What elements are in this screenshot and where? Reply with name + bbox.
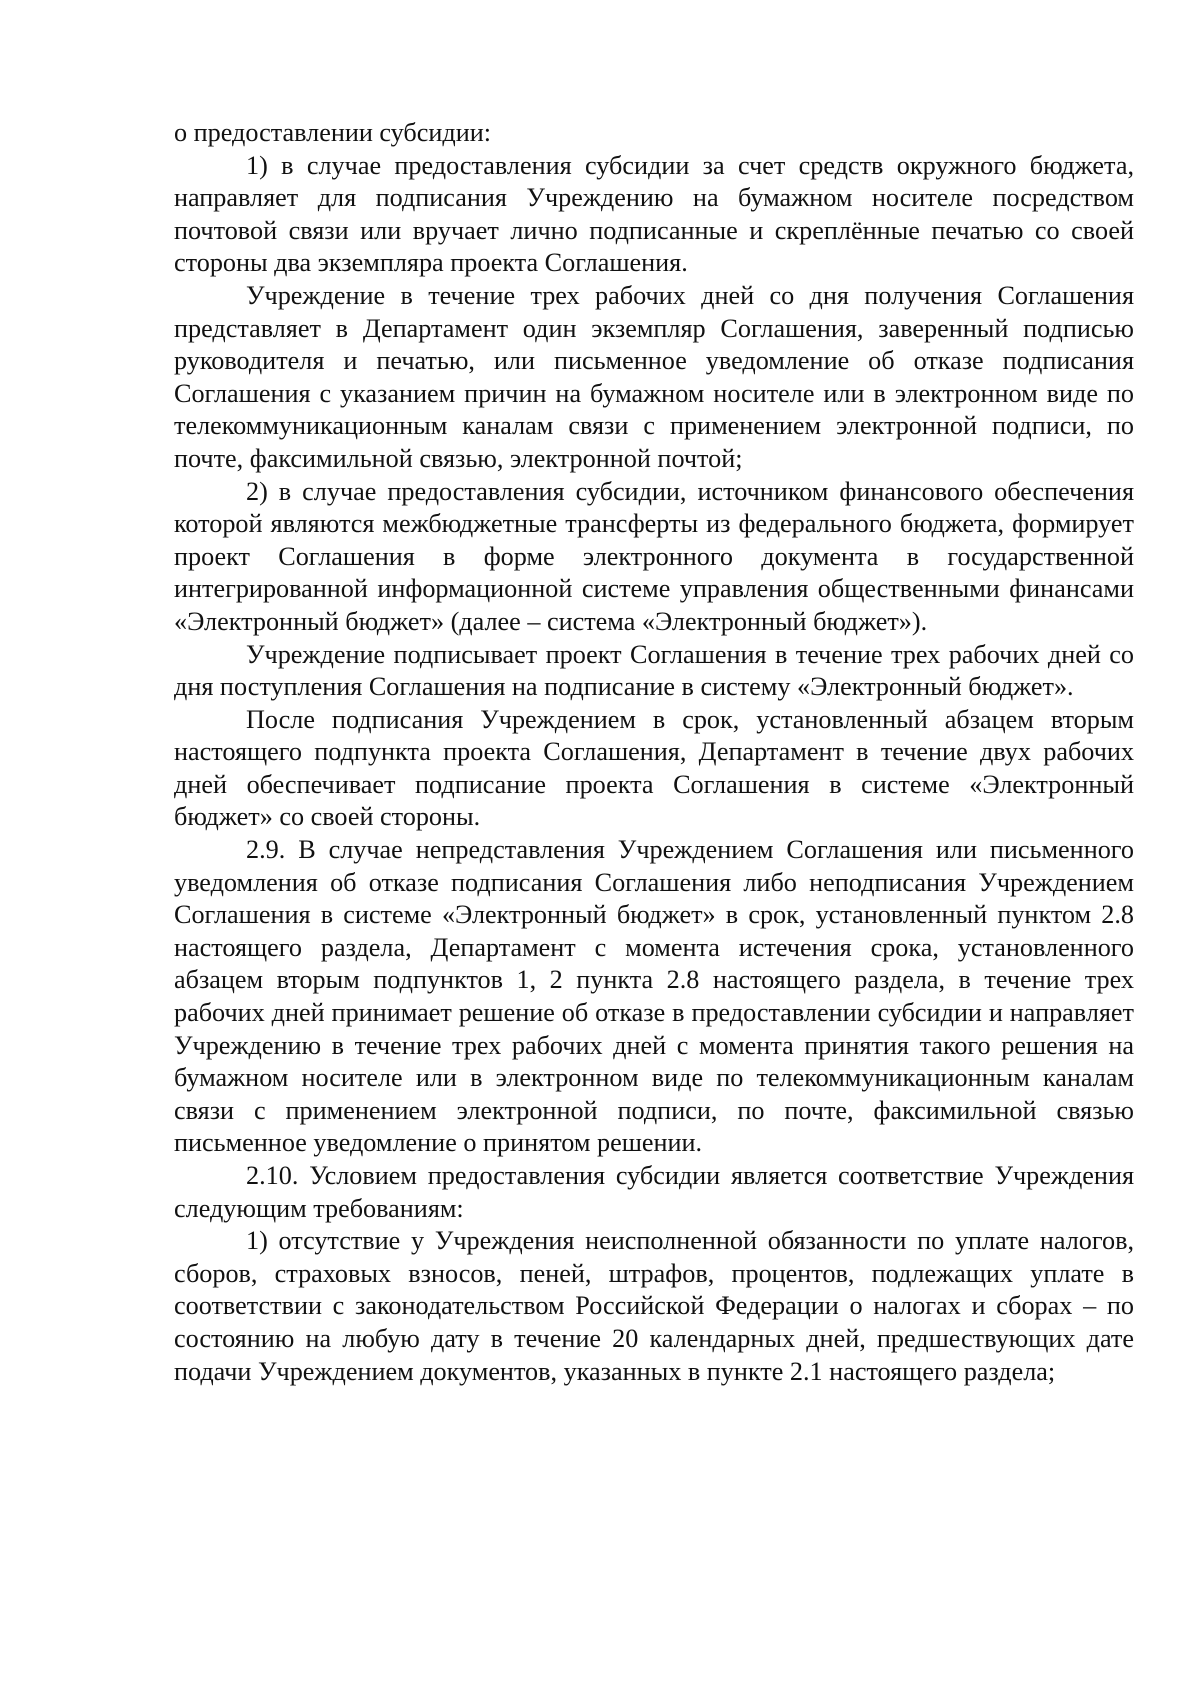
- paragraph-2-9: 2.9. В случае непредставления Учреждением Соглашения или письменного уведомления об отказе подписания Соглашения либо неподписания Учреждением Соглашения в системе «Электронный бюджет» в срок, установленный пунктом 2.8 настоящего раздела, Департамент с момента истечения срока, установленного абзацем вторым подпунктов 1, 2 пункта 2.8 настоящего раздела, в течение трех рабочих дней принимает решение об отказе в предоставлении субсидии и направляет Учреждению в течение трех рабочих дней с момента принятия такого решения на бумажном носителе или в электронном виде по телекоммуникационным каналам связи с применением электронной подписи, по почте, факсимильной связью письменное уведомление о принятом решении.: [174, 835, 1134, 1158]
- document-body: [174, 117, 1134, 1388]
- paragraph-requirement-1: 1) отсутствие у Учреждения неисполненной обязанности по уплате налогов, сборов, страховых взносов, пеней, штрафов, процентов, подлежащих уплате в соответствии с законодательством Российской Федерации о налогах и сборах – по состоянию на любую дату в течение 20 календарных дней, предшествующих дате подачи Учреждением документов, указанных в пункте 2.1 настоящего раздела;: [174, 1226, 1134, 1386]
- paragraph-institution-signing: Учреждение в течение трех рабочих дней со дня получения Соглашения представляет в Департамент один экземпляр Соглашения, заверенный подписью руководителя и печатью, или письменное уведомление об отказе подписания Соглашения с указанием причин на бумажном носителе или в электронном виде по телекоммуникационным каналам связи с применением электронной подписи, по почте, факсимильной связью, электронной почтой;: [174, 280, 1134, 473]
- paragraph-2-10: 2.10. Условием предоставления субсидии является соответствие Учреждения следующим требованиям:: [174, 1161, 1134, 1223]
- paragraph-department-signing: После подписания Учреждением в срок, установленный абзацем вторым настоящего подпункта проекта Соглашения, Департамент в течение двух рабочих дней обеспечивает подписание проекта Соглашения в системе «Электронный бюджет» со своей стороны.: [174, 704, 1134, 832]
- paragraph-subitem-1: 1) в случае предоставления субсидии за счет средств окружного бюджета, направляет для подписания Учреждению на бумажном носителе посредством почтовой связи или вручает лично подписанные и скреплённые печатью со своей стороны два экземпляра проекта Соглашения.: [174, 150, 1134, 278]
- paragraph-subitem-2: 2) в случае предоставления субсидии, источником финансового обеспечения которой являются межбюджетные трансферты из федерального бюджета, формирует проект Соглашения в форме электронного документа в государственной интегрированной информационной системе управления общественными финансами «Электронный бюджет» (далее – система «Электронный бюджет»).: [174, 476, 1134, 636]
- paragraph-electronic-signing: Учреждение подписывает проект Соглашения в течение трех рабочих дней со дня поступления Соглашения на подписание в систему «Электронный бюджет».: [174, 639, 1134, 702]
- paragraph-continuation: о предоставлении субсидии:: [174, 118, 492, 147]
